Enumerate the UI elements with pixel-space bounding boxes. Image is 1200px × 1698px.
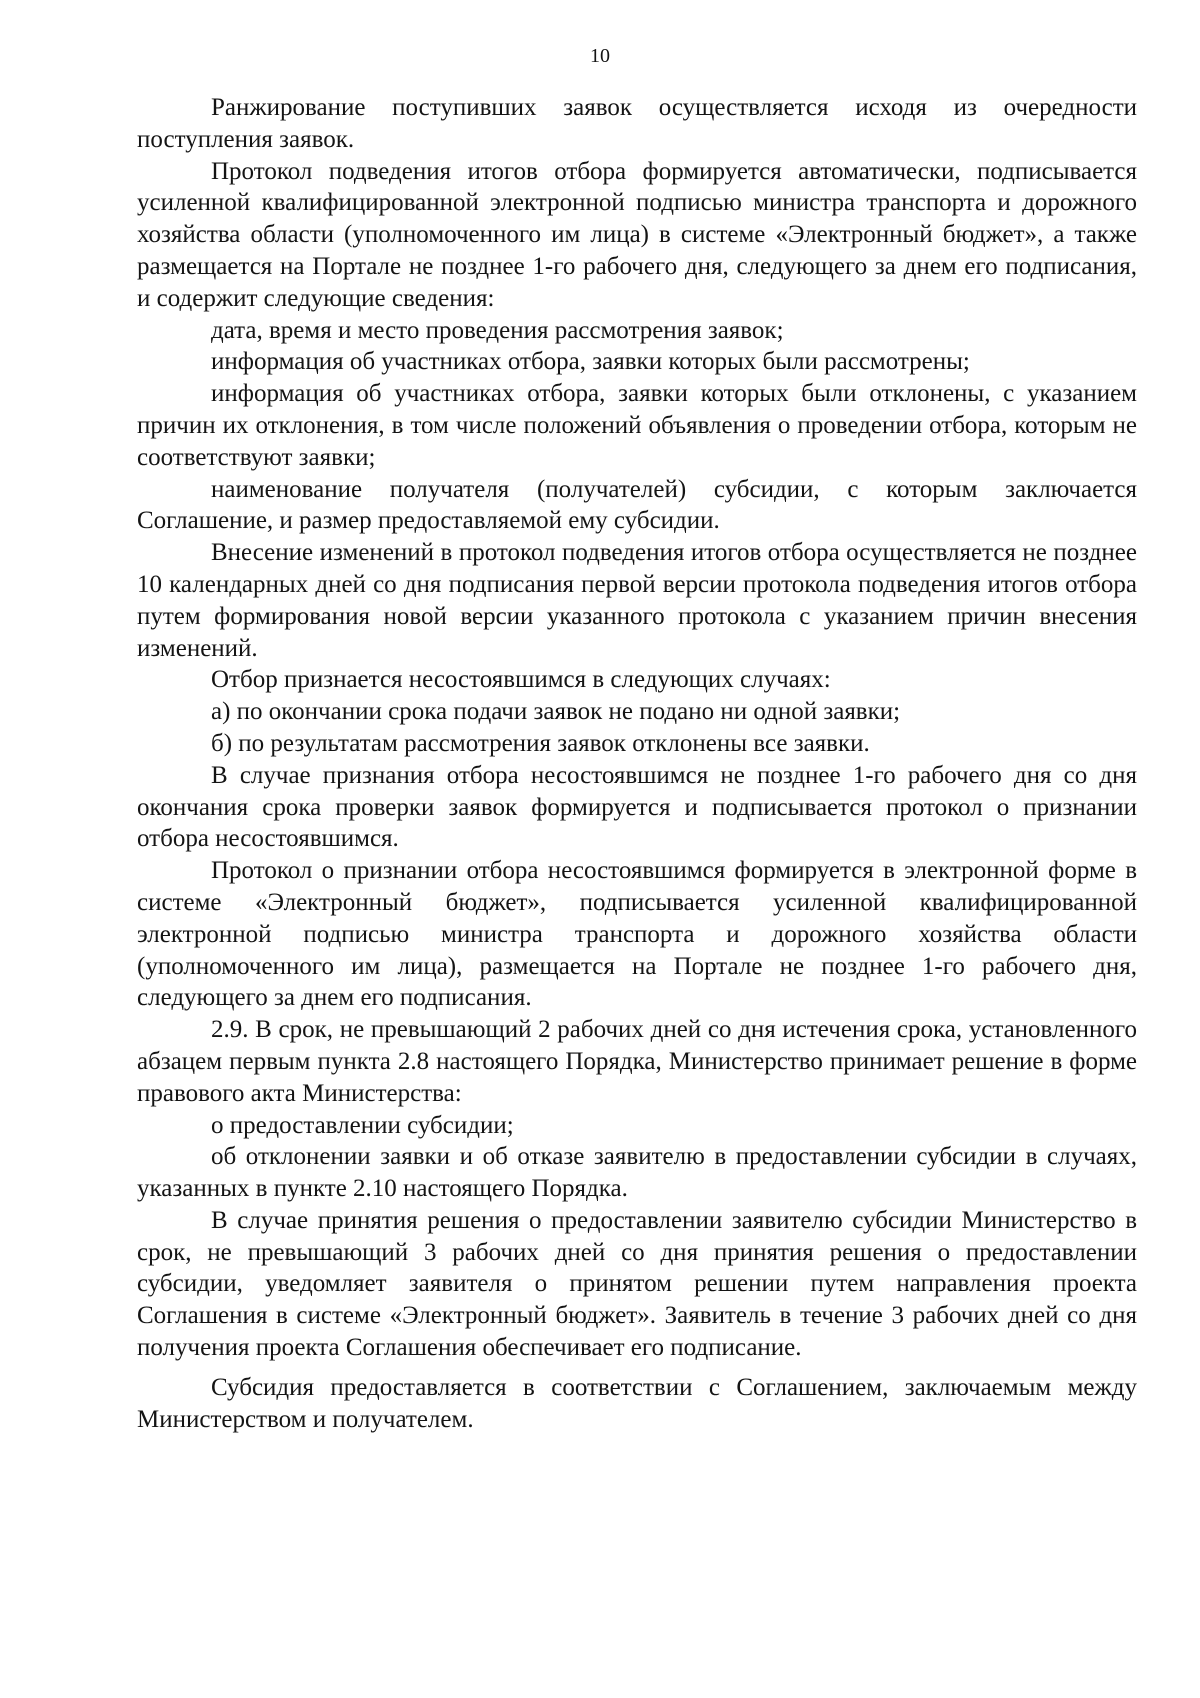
list-item-date-time-place: дата, время и место проведения рассмотрения заявок; [211, 316, 784, 344]
paragraph-ranking: Ранжирование поступивших заявок осуществляется исходя из очередности поступления заявок. [137, 94, 1137, 153]
paragraph-decision-notification: В случае принятия решения о предоставлении заявителю субсидии Министерство в срок, не превышающий 3 рабочих дней со дня принятия решения о предоставлении субсидии, уведомляет заявителя о принятом решении путем направления проекта Соглашения в системе «Электронный бюджет». Заявитель в течение 3 рабочих дней со дня получения проекта Соглашения обеспечивает его подписание. [137, 1206, 1137, 1362]
list-item-reject-application: об отклонении заявки и об отказе заявителю в предоставлении субсидии в случаях, указанных в пункте 2.10 настоящего Порядка. [137, 1143, 1137, 1203]
page-number: 10 [590, 45, 610, 67]
list-item-all-rejected: б) по результатам рассмотрения заявок отклонены все заявки. [211, 729, 870, 757]
paragraph-protocol-summary: Протокол подведения итогов отбора формируется автоматически, подписывается усиленной квалифицированной электронной подписью министра транспорта и дорожного хозяйства области (уполномоченного им лица) в системе «Электронный бюджет», а также размещается на Портале не позднее 1-го рабочего дня, следующего за днем его подписания, и содержит следующие сведения: [137, 157, 1137, 312]
list-item-considered-participants: информация об участниках отбора, заявки которых были рассмотрены; [211, 348, 970, 376]
paragraph-failed-protocol-electronic: Протокол о признании отбора несостоявшимся формируется в электронной форме в системе «Электронный бюджет», подписывается усиленной квалифицированной электронной подписью министра транспорта и дорожного хозяйства области (уполномоченного им лица), размещается на Портале не позднее 1-го рабочего дня, следующего за днем его подписания. [137, 857, 1137, 1012]
list-item-recipient-name: наименование получателя (получателей) субсидии, с которым заключается Соглашение, и размер предоставляемой ему субсидии. [137, 475, 1137, 535]
paragraph-failed-selection: Отбор признается несостоявшимся в следующих случаях: [211, 666, 831, 694]
paragraph-failed-protocol: В случае признания отбора несостоявшимся не позднее 1-го рабочего дня со дня окончания срока проверки заявок формируется и подписывается протокол о признании отбора несостоявшимся. [137, 761, 1137, 853]
list-item-rejected-participants: информация об участниках отбора, заявки которых были отклонены, с указанием причин их отклонения, в том числе положений объявления о проведении отбора, которым не соответствуют заявки; [137, 380, 1137, 471]
paragraph-section-2-9: 2.9. В срок, не превышающий 2 рабочих дней со дня истечения срока, установленного абзацем первым пункта 2.8 настоящего Порядка, Министерство принимает решение в форме правового акта Министерства: [137, 1016, 1137, 1107]
paragraph-protocol-changes: Внесение изменений в протокол подведения итогов отбора осуществляется не позднее 10 календарных дней со дня подписания первой версии протокола подведения итогов отбора путем формирования новой версии указанного протокола с указанием причин внесения изменений. [137, 539, 1137, 662]
paragraph-subsidy-agreement: Субсидия предоставляется в соответствии с Соглашением, заключаемым между Министерством и получателем. [137, 1373, 1137, 1433]
list-item-no-applications: а) по окончании срока подачи заявок не подано ни одной заявки; [211, 698, 901, 726]
list-item-grant-subsidy: о предоставлении субсидии; [211, 1111, 514, 1139]
document-body [137, 92, 1137, 1435]
